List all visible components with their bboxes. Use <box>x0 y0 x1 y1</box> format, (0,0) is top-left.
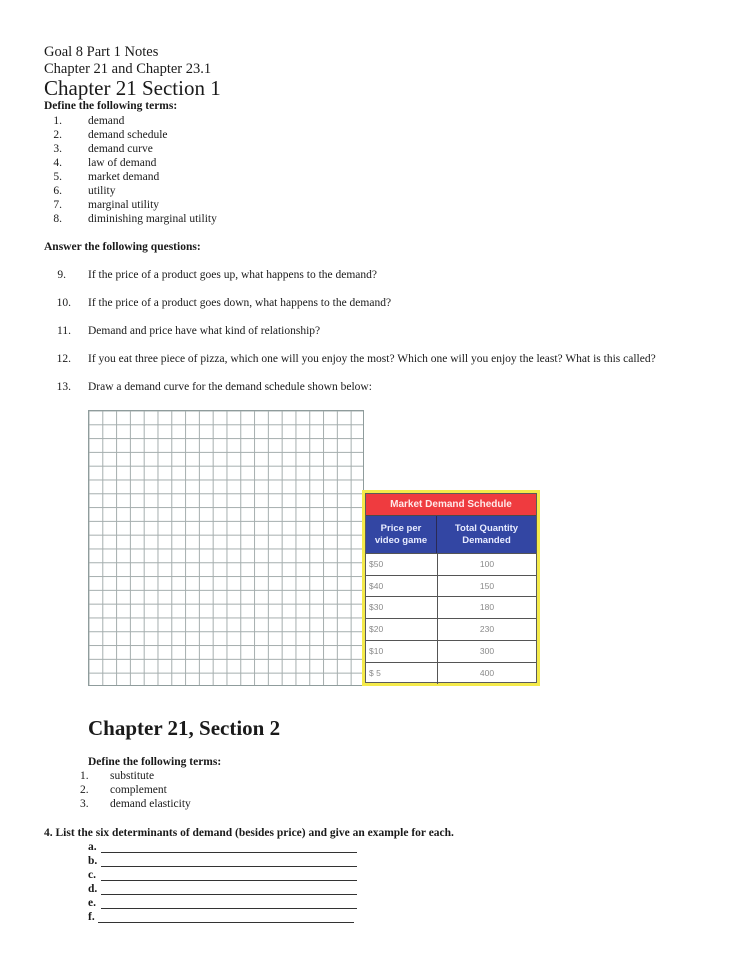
market-demand-schedule-table <box>362 490 540 686</box>
section1-define-label: Define the following terms: <box>44 100 178 112</box>
doc-title-line2: Chapter 21 and Chapter 23.1 <box>44 61 212 77</box>
table-row <box>366 640 536 662</box>
table-frame <box>365 493 537 683</box>
blank-letter: e. <box>88 897 96 909</box>
list-item-text: complement <box>110 784 167 796</box>
list-item-text: market demand <box>88 171 160 183</box>
question-number: 9. <box>57 269 66 281</box>
question-item <box>0 268 740 282</box>
list-item-number: 8. <box>53 213 62 225</box>
table-header-row <box>366 516 536 553</box>
answer-blank-line[interactable] <box>101 880 357 881</box>
answer-blank-line[interactable] <box>98 922 354 923</box>
list-item-number: 2. <box>80 784 89 796</box>
list-item <box>0 142 300 156</box>
list-item-number: 7. <box>53 199 62 211</box>
list-item-number: 6. <box>53 185 62 197</box>
table-row <box>366 553 536 575</box>
list-item-text: diminishing marginal utility <box>88 213 217 225</box>
cell-quantity: 150 <box>437 576 536 597</box>
column-header-quantity: Total Quantity Demanded <box>454 522 519 546</box>
answer-blank-row <box>88 854 358 868</box>
cell-quantity: 100 <box>437 554 536 575</box>
list-item-number: 3. <box>53 143 62 155</box>
list-item-text: demand elasticity <box>110 798 191 810</box>
list-item-text: demand <box>88 115 125 127</box>
list-item-text: marginal utility <box>88 199 160 211</box>
table-row <box>366 618 536 640</box>
question-number: 11. <box>57 325 71 337</box>
question-item <box>0 324 740 338</box>
answer-blank-row <box>88 882 358 896</box>
cell-quantity: 180 <box>437 597 536 618</box>
list-item <box>0 184 300 198</box>
question-item <box>0 296 740 310</box>
list-item <box>0 170 300 184</box>
list-item <box>0 114 300 128</box>
list-item-number: 1. <box>53 115 62 127</box>
list-item <box>0 198 300 212</box>
cell-price: $10 <box>369 645 384 656</box>
list-item <box>0 156 300 170</box>
list-item-text: demand curve <box>88 143 153 155</box>
list-item-number: 5. <box>53 171 62 183</box>
list-item <box>0 797 300 811</box>
answer-blank-line[interactable] <box>101 852 357 853</box>
cell-price: $20 <box>369 624 384 635</box>
question-text: If you eat three piece of pizza, which one will you enjoy the most? Which one will you enjoy the least? What is this called? <box>88 353 656 365</box>
question-text: Draw a demand curve for the demand schedule shown below: <box>88 381 372 393</box>
question-4-determinants: 4. List the six determinants of demand (besides price) and give an example for each. <box>44 827 454 839</box>
question-text: If the price of a product goes up, what happens to the demand? <box>88 269 377 281</box>
question-number: 10. <box>56 297 71 309</box>
cell-price: $50 <box>369 559 384 569</box>
list-item <box>0 769 300 783</box>
column-header-price: Price per video game <box>366 516 437 553</box>
table-title: Market Demand Schedule <box>366 494 536 516</box>
answer-blank-line[interactable] <box>101 908 357 909</box>
table-row <box>366 596 536 618</box>
section2-define-label: Define the following terms: <box>88 756 222 768</box>
answer-blank-row <box>88 868 358 882</box>
list-item-number: 4. <box>53 157 62 169</box>
question-number: 13. <box>56 381 71 393</box>
list-item <box>0 212 300 226</box>
question-text: Demand and price have what kind of relationship? <box>88 325 321 337</box>
question-item <box>0 352 740 366</box>
question-text: If the price of a product goes down, what happens to the demand? <box>88 297 392 309</box>
answer-blank-row <box>88 896 358 910</box>
blank-letter: d. <box>88 883 98 895</box>
cell-quantity: 300 <box>437 641 536 662</box>
answer-blank-line[interactable] <box>101 866 357 867</box>
table-row <box>366 575 536 597</box>
graph-paper-grid[interactable] <box>88 410 364 686</box>
blank-letter: f. <box>88 911 95 923</box>
question-number: 12. <box>56 353 71 365</box>
blank-letter: b. <box>88 855 98 867</box>
list-item-text: law of demand <box>88 157 157 169</box>
list-item-number: 1. <box>80 770 89 782</box>
answer-blank-row <box>88 910 358 924</box>
list-item-number: 2. <box>53 129 62 141</box>
section2-title: Chapter 21, Section 2 <box>88 716 281 740</box>
section1-title: Chapter 21 Section 1 <box>44 76 221 100</box>
blank-letter: a. <box>88 841 97 853</box>
list-item-text: utility <box>88 185 116 197</box>
cell-quantity: 400 <box>437 663 536 684</box>
list-item-text: substitute <box>110 770 155 782</box>
cell-price: $40 <box>369 580 384 591</box>
list-item-text: demand schedule <box>88 129 168 141</box>
answer-blank-row <box>88 840 358 854</box>
blank-letter: c. <box>88 869 96 881</box>
answer-blank-line[interactable] <box>101 894 357 895</box>
question-item <box>0 380 740 394</box>
cell-price: $ 5 <box>369 667 381 678</box>
list-item <box>0 783 300 797</box>
table-row <box>366 662 536 684</box>
doc-title-line1: Goal 8 Part 1 Notes <box>44 44 159 60</box>
cell-quantity: 230 <box>437 619 536 640</box>
answer-questions-label: Answer the following questions: <box>44 241 201 253</box>
cell-price: $30 <box>369 602 384 613</box>
list-item-number: 3. <box>80 798 89 810</box>
list-item <box>0 128 300 142</box>
